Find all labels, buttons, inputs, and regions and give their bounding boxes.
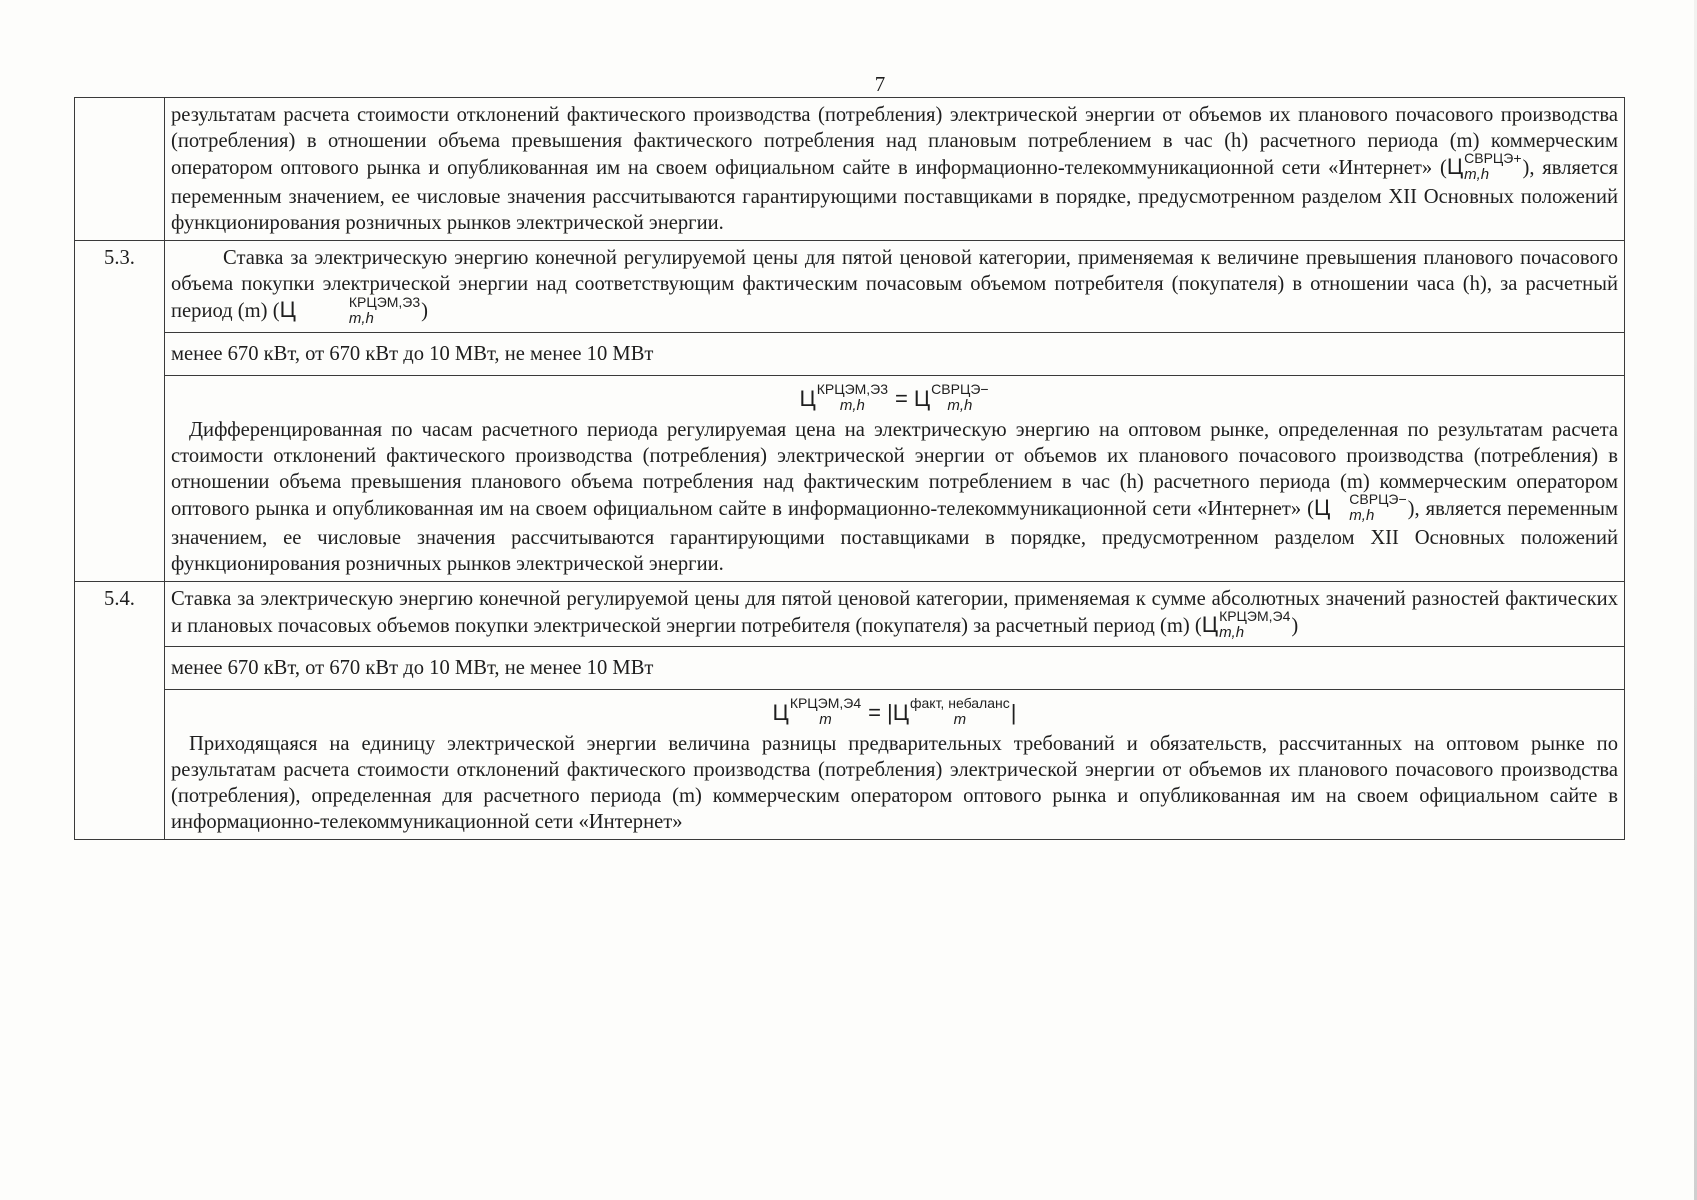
symbol-superscript: СВРЦЭ− (1349, 490, 1407, 507)
symbol-subscript: m (953, 711, 967, 729)
formula-equals: = (895, 385, 908, 411)
title-text: Ставка за электрическую энергию конечной регулируемой цены для пятой ценовой категории, применяемая к сумме абсолютных значений разностей фактических и плановых почасовых объемов покупки электрической энергии потребителя (покупателя) за расчетный период (m) ( (171, 587, 1618, 637)
row-5-4-formula-cell (165, 690, 1625, 840)
title-text: ) (1291, 614, 1299, 637)
symbol-subscript: m,h (947, 396, 973, 414)
price-symbol: Ц (1201, 611, 1219, 637)
symbol-superscript: КРЦЭМ,Э4 (1219, 608, 1291, 625)
power-range-text: менее 670 кВт, от 670 кВт до 10 МВт, не менее 10 МВт (165, 647, 1625, 690)
symbol-subscript: m,h (1219, 624, 1245, 642)
formula-lhs-symbol: Ц (772, 700, 789, 726)
title-text: ) (421, 300, 429, 323)
description-text: Дифференцированная по часам расчетного периода регулируемая цена на электрическую энергию на оптовом рынке, определенная по результатам расчета стоимости отклонений фактического производства (потребления) электрической энергии от объемов их планового почасового производства (потребления) в отношении объема превышения планового объема потребления над фактическим потреблением в час (h) расчетного периода (m) коммерческим оператором оптового рынка и опубликованная им на своем официальном сайте в информационно-телекоммуникационной сети «Интернет» ( (171, 418, 1618, 520)
table-row-5-3-power (75, 332, 1625, 375)
row-number-5-3: 5.3. (75, 241, 165, 582)
description-text: ), является переменным значением, ее числовые значения рассчитываются гарантирующими поставщиками в порядке, предусмотренном разделом XII Основных положений функционирования розничных рынков электрической энергии. (171, 497, 1618, 575)
formula-description (171, 417, 1618, 577)
formula-description: Приходящаяся на единицу электрической энергии величина разницы предварительных требований и обязательств, рассчитанных на оптовом рынке по результатам расчета стоимости отклонений фактического производства (потребления) электрической энергии от объемов их планового почасового производства (потребления), определенная для расчетного периода (m) коммерческим оператором оптового рынка и опубликованная им на своем официальном сайте в информационно-телекоммуникационной сети «Интернет» (171, 733, 1618, 834)
tariff-table (74, 97, 1625, 840)
table-row-5-4-power (75, 647, 1625, 690)
formula-rhs-indices (909, 695, 1010, 729)
row-5-4-title (165, 581, 1625, 646)
table-row-continuation (75, 98, 1625, 241)
row-5-3-title (165, 241, 1625, 332)
formula-lhs-indices (816, 380, 889, 415)
price-symbol: Ц (279, 297, 296, 323)
row-5-3-formula-cell (165, 375, 1625, 581)
symbol-superscript: КРЦЭМ,Э4 (789, 695, 862, 712)
continuation-text-part: ), является переменным значением, ее числовые значения рассчитываются гарантирующими поставщиками в порядке, предусмотренном разделом XII Основных положений функционирования розничных рынков электрической энергии. (171, 157, 1618, 235)
row-number-empty (75, 98, 165, 241)
formula-rhs-symbol: Ц (913, 385, 931, 411)
symbol-subscript: m,h (1349, 506, 1375, 524)
table-row-5-3-title (75, 241, 1625, 332)
continuation-text (165, 98, 1625, 241)
page-number: 7 (874, 72, 886, 96)
symbol-superscript: СВРЦЭ− (931, 380, 989, 397)
row-number-5-4: 5.4. (75, 581, 165, 839)
formula-rhs-symbol: Ц (892, 700, 909, 726)
formula-lhs-indices (789, 695, 862, 729)
symbol-indices (1464, 150, 1522, 184)
continuation-text-part: результатам расчета стоимости отклонений фактического производства (потребления) электрической энергии от объемов их планового почасового производства (потребления) в отношении объема превышения фактического потребления над плановым потреблением в час (h) расчетного периода (m) коммерческим оператором оптового рынка и опубликованная им на своем официальном сайте в информационно-телекоммуникационной сети «Интернет» ( (171, 104, 1618, 179)
symbol-indices (297, 293, 421, 328)
formula-lhs-symbol: Ц (799, 385, 816, 411)
formula-abs-open: | (886, 700, 893, 726)
symbol-indices (1331, 490, 1407, 525)
title-text: Ставка за электрическую энергию конечной регулируемой цены для пятой ценовой категории, применяемая к величине превышения планового почасового объема покупки электрической энергии над соответствующим фактическим почасовым объемом потребителя (покупателя) в отношении часа (h), за расчетный период (m) ( (171, 247, 1618, 323)
symbol-superscript: КРЦЭМ,Э3 (348, 293, 421, 310)
formula-abs-close: | (1010, 700, 1017, 726)
symbol-indices (1219, 608, 1291, 642)
formula (171, 694, 1618, 731)
table-row-5-3-formula (75, 375, 1625, 581)
price-symbol: Ц (1314, 494, 1331, 520)
formula-equals: = (868, 700, 881, 726)
formula (171, 380, 1618, 417)
symbol-superscript: СВРЦЭ+ (1464, 150, 1522, 167)
symbol-superscript: факт, небаланс (909, 695, 1010, 712)
symbol-subscript: m,h (348, 309, 374, 327)
symbol-superscript: КРЦЭМ,Э3 (816, 380, 889, 397)
formula-rhs-indices (931, 380, 989, 415)
symbol-subscript: m (819, 711, 832, 729)
symbol-subscript: m,h (1464, 166, 1490, 184)
table-row-5-4-title (75, 581, 1625, 646)
symbol-subscript: m,h (839, 396, 865, 414)
power-range-text: менее 670 кВт, от 670 кВт до 10 МВт, не менее 10 МВт (165, 332, 1625, 375)
price-symbol: Ц (1446, 154, 1464, 179)
table-row-5-4-formula (75, 690, 1625, 840)
